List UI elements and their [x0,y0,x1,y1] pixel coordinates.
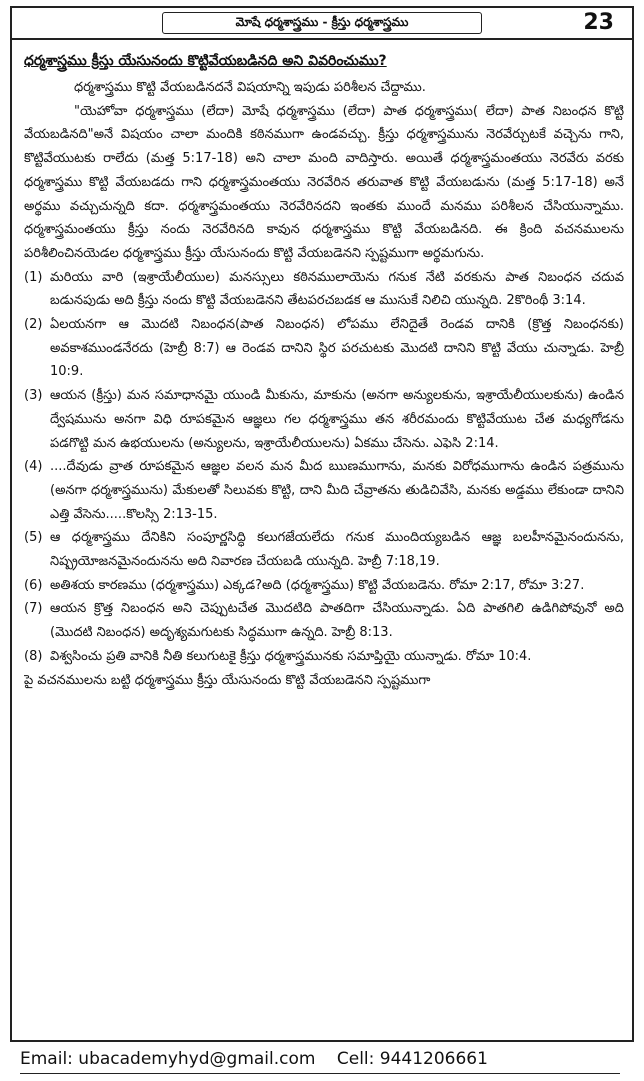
list-item [24,455,624,526]
section-heading: ధర్మశాస్త్రము క్రీస్తు యేసునందు కొట్టివేయబడినది అని వివరించుము? [24,53,387,69]
footer-email: Email: ubacademyhyd@gmail.com [20,1049,316,1069]
list-item [24,645,624,669]
item-text: అతిశయ కారణము (ధర్మశాస్త్రము) ఎక్కడ?అది (ధర్మశాస్త్రము) కొట్టి వేయబడెను. రోమా 2:17, రోమా 3:27. [50,577,585,593]
item-text: ఆ ధర్మశాస్త్రము దేనికిని సంపూర్ణసిద్ధి కలుగజేయలేదు గనుక ముందియ్యబడిన ఆజ్ఞ బలహీనమైనందునను, నిష్ప్రయోజనమైనందునను అది నివారణ చేయబడి యున్నది. హెబ్రీ 7:18,19. [50,530,624,570]
list-item [24,526,624,573]
item-number: (8) [24,648,43,664]
intro-paragraph-2: "యెహోవా ధర్మశాస్త్రము (లేదా) మోషే ధర్మశాస్త్రము (లేదా) పాత ధర్మశాస్త్రము( లేదా) పాత నిబంధన కొట్టి వేయబడినది"అనే విషయం చాలా మందికి కఠినముగా ఉండవచ్చు. క్రీస్తు ధర్మశాస్త్రమును నెరవేర్చుటకే వచ్చెను గాని, కొట్టివేయుటకు రాలేదు (మత్త 5:17-18) అని చాలా మంది వాదిస్తారు. అయితే ధర్మశాస్త్రమంతయు నెరవేరు వరకు ధర్మశాస్త్రము కొట్టి వేయబడదు గాని ధర్మశాస్త్రమంతయు నెరవేరిన తరువాత కొట్టి వేయబడును (మత్త 5:17-18) అనే అర్థము వచ్చుచున్నది కదా. ధర్మశాస్త్రమంతయు నెరవేరినదని ఇంతకు ముందే మనము పరిశీలన చేసియున్నాము. ధర్మశాస్త్రమంతయు క్రీస్తు నందు నెరవేరినది కావున ధర్మశాస్త్రము కొట్టి వేయబడినది. ఈ క్రింది వచనములను పరిశీలించినయెడల ధర్మశాస్త్రము క్రీస్తు యేసునందు కొట్టి వేయబడెనని స్పష్టముగా అర్థమగును. [24,103,624,261]
item-text: ఏలయనగా ఆ మొదటి నిబంధన(పాత నిబంధన) లోపము లేనిదైతే రెండవ దానికి (క్రొత్త నిబంధనకు) అవకాశముండనేరదు (హెబ్రీ 8:7) ఆ రెండవ దానిని స్థిర పరచుటకు మొదటి దానిని కొట్టి వేయు చున్నాడు. హెబ్రీ 10:9. [50,317,624,380]
item-number: (3) [24,388,43,404]
item-number: (4) [24,459,43,475]
item-text: ....దేవుడు వ్రాత రూపకమైన ఆజ్ఞల వలన మన మీద ఋణముగాను, మనకు విరోధముగాను ఉండిన పత్రమును (అనగా ధర్మశాస్త్రమును) మేకులతో సిలువకు కొట్టి, దాని మీది చేవ్రాతను తుడిచివేసి, మనకు అడ్డము లేకుండా దానిని ఎత్తి వేసెను.....కొలస్సి 2:13-15. [50,459,624,522]
list-item [24,574,624,598]
item-text: విశ్వసించు ప్రతి వానికి నీతి కలుగుటకై క్రీస్తు ధర్మశాస్త్రమునకు సమాప్తియై యున్నాడు. రోమా 10:4. [50,648,532,664]
item-number: (5) [24,530,43,546]
item-text: ఆయన క్రొత్త నిబంధన అని చెప్పుటచేత మొదటిది పాతదిగా చేసియున్నాడు. ఏది పాతగిలి ఉడిగిపోవునో అది (మొదటి నిబంధన) అదృశ్యమగుటకు సిద్ధముగా ఉన్నది. హెబ్రీ 8:13. [50,601,624,641]
item-number: (6) [24,577,43,593]
intro-paragraph-1: ధర్మశాస్త్రము కొట్టి వేయబడినదనే విషయాన్ని ఇపుడు పరిశీలన చేద్దాము. [74,80,426,95]
closing-paragraph: పై వచనములను బట్టి ధర్మశాస్త్రము క్రీస్తు యేసునందు కొట్టి వేయబడెనని స్పష్టముగా [24,672,431,688]
list-item [24,597,624,644]
header-bar [12,8,632,40]
item-number: (1) [24,269,43,285]
item-number: (2) [24,317,43,333]
item-text: ఆయన (క్రీస్తు) మన సమాధానమై యుండి మీకును, మాకును (అనగా అన్యులకును, ఇశ్రాయేలీయులకును) ఉండిన ద్వేషమును అనగా విధి రూపకమైన ఆజ్ఞలు గల ధర్మశాస్త్రము తన శరీరమందు కొట్టివేయుట చేత మధ్యగోడను పడగొట్టి మన ఉభయులను (అన్యులను, ఇశ్రాయేలీయులను) ఏకము చేసెను. ఎఫెసి 2:14. [50,388,624,451]
running-title: మోషే ధర్మశాస్త్రము - క్రీస్తు ధర్మశాస్త్రము [162,12,482,34]
footer-cell: Cell: 9441206661 [336,1049,488,1069]
page-content [24,50,624,1036]
list-item [24,266,624,313]
item-number: (7) [24,601,43,617]
item-text: మరియు వారి (ఇశ్రాయేలీయుల) మనస్సులు కఠినములాయెను గనుక నేటి వరకును పాత నిబంధన చదువ బడునపుడు అది క్రీస్తు నందు కొట్టి వేయబడెనని తేటపరచబడక ఆ ముసుకే నిలిచి యున్నది. 2కొరింథీ 3:14. [50,269,624,309]
list-item [24,384,624,455]
page-frame [10,6,634,1042]
contact-footer [20,1045,620,1074]
list-item [24,313,624,384]
page-number: 23 [583,10,614,35]
